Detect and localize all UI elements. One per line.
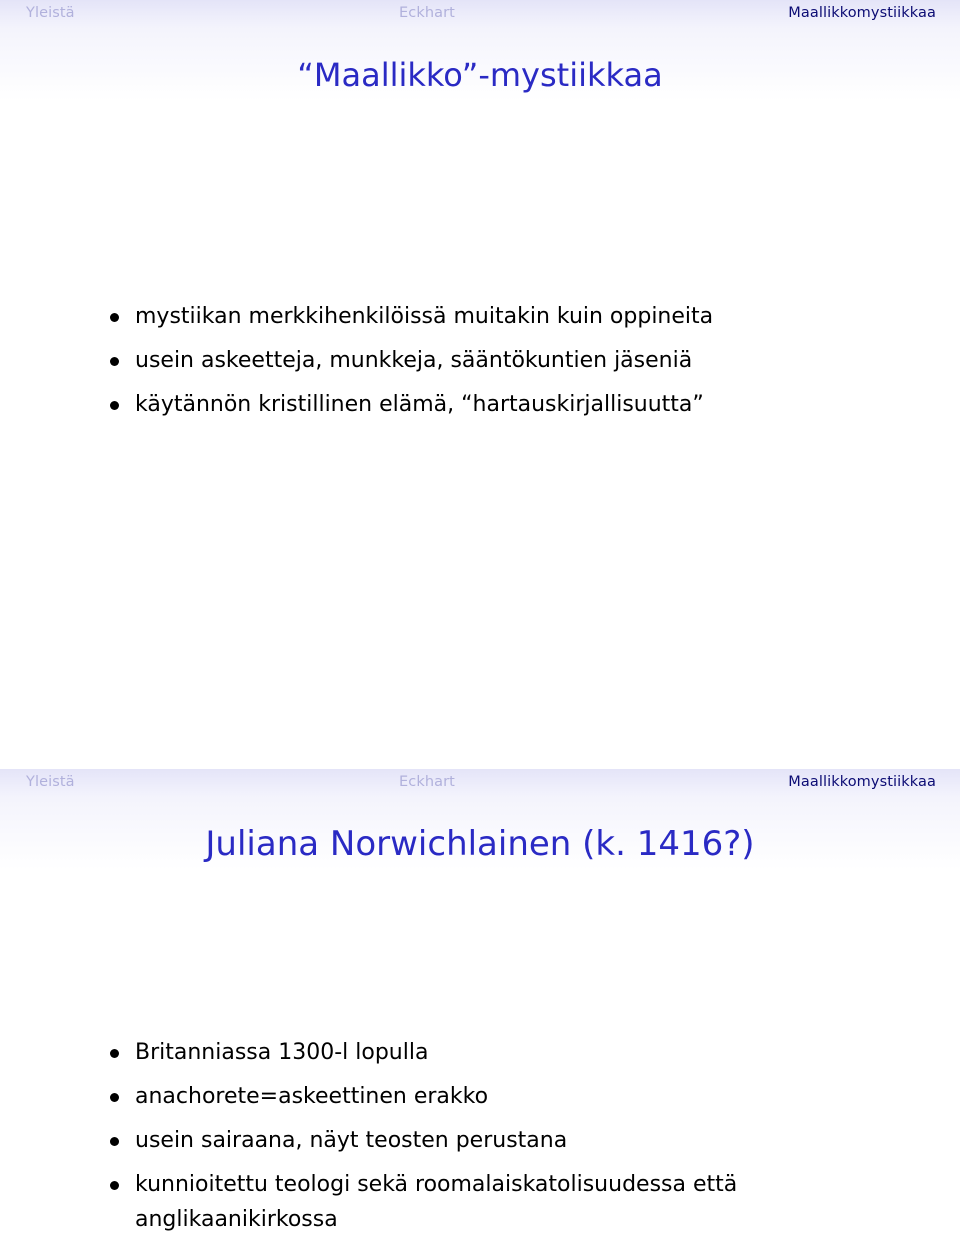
bullet-icon [110,357,119,366]
bullet-text: käytännön kristillinen elämä, “hartauskirjallisuutta” [135,392,704,417]
bullet-text: mystiikan merkkihenkilöissä muitakin kuin oppineita [135,304,714,329]
slide-maallikko-mystiikkaa [0,0,960,469]
navigation-headline [0,0,960,29]
bullet-icon [110,1181,119,1190]
bullet-item [0,1167,960,1237]
bullet-item [0,343,960,387]
slide-title: Juliana Norwichlainen (k. 1416?) [205,824,755,864]
bullet-item [0,387,960,431]
bullet-item [0,1035,960,1070]
bullet-icon [110,1093,119,1102]
bullet-item [0,1079,960,1114]
bullet-icon [110,1049,119,1058]
bullet-text: usein sairaana, näyt teosten perustana [135,1128,568,1153]
bullet-text: usein askeetteja, munkkeja, sääntökuntien jäseniä [135,348,693,373]
nav-section-link[interactable]: Yleistä [26,774,75,790]
bullet-text: anachorete=askeettinen erakko [135,1084,489,1109]
slide-juliana-norwichlainen [0,769,960,1238]
nav-section-link[interactable]: Yleistä [26,5,75,21]
bullet-icon [110,401,119,410]
bullet-icon [110,313,119,322]
nav-subsection-link[interactable]: Eckhart [399,774,455,790]
nav-subsection-link[interactable]: Eckhart [399,5,455,21]
slide-title: “Maallikko”-mystiikkaa [297,56,663,94]
nav-topic-link[interactable]: Maallikkomystiikkaa [788,5,936,21]
bullet-item [0,1123,960,1158]
bullet-icon [110,1137,119,1146]
nav-topic-link[interactable]: Maallikkomystiikkaa [788,774,936,790]
bullet-text: kunnioitettu teologi sekä roomalaiskatolisuudessa että anglikaanikirkossa [135,1172,738,1232]
bullet-item [0,299,960,343]
navigation-headline [0,769,960,798]
bullet-text: Britanniassa 1300-l lopulla [135,1040,429,1065]
bullet-list [0,299,960,431]
bullet-list [0,1035,960,1238]
